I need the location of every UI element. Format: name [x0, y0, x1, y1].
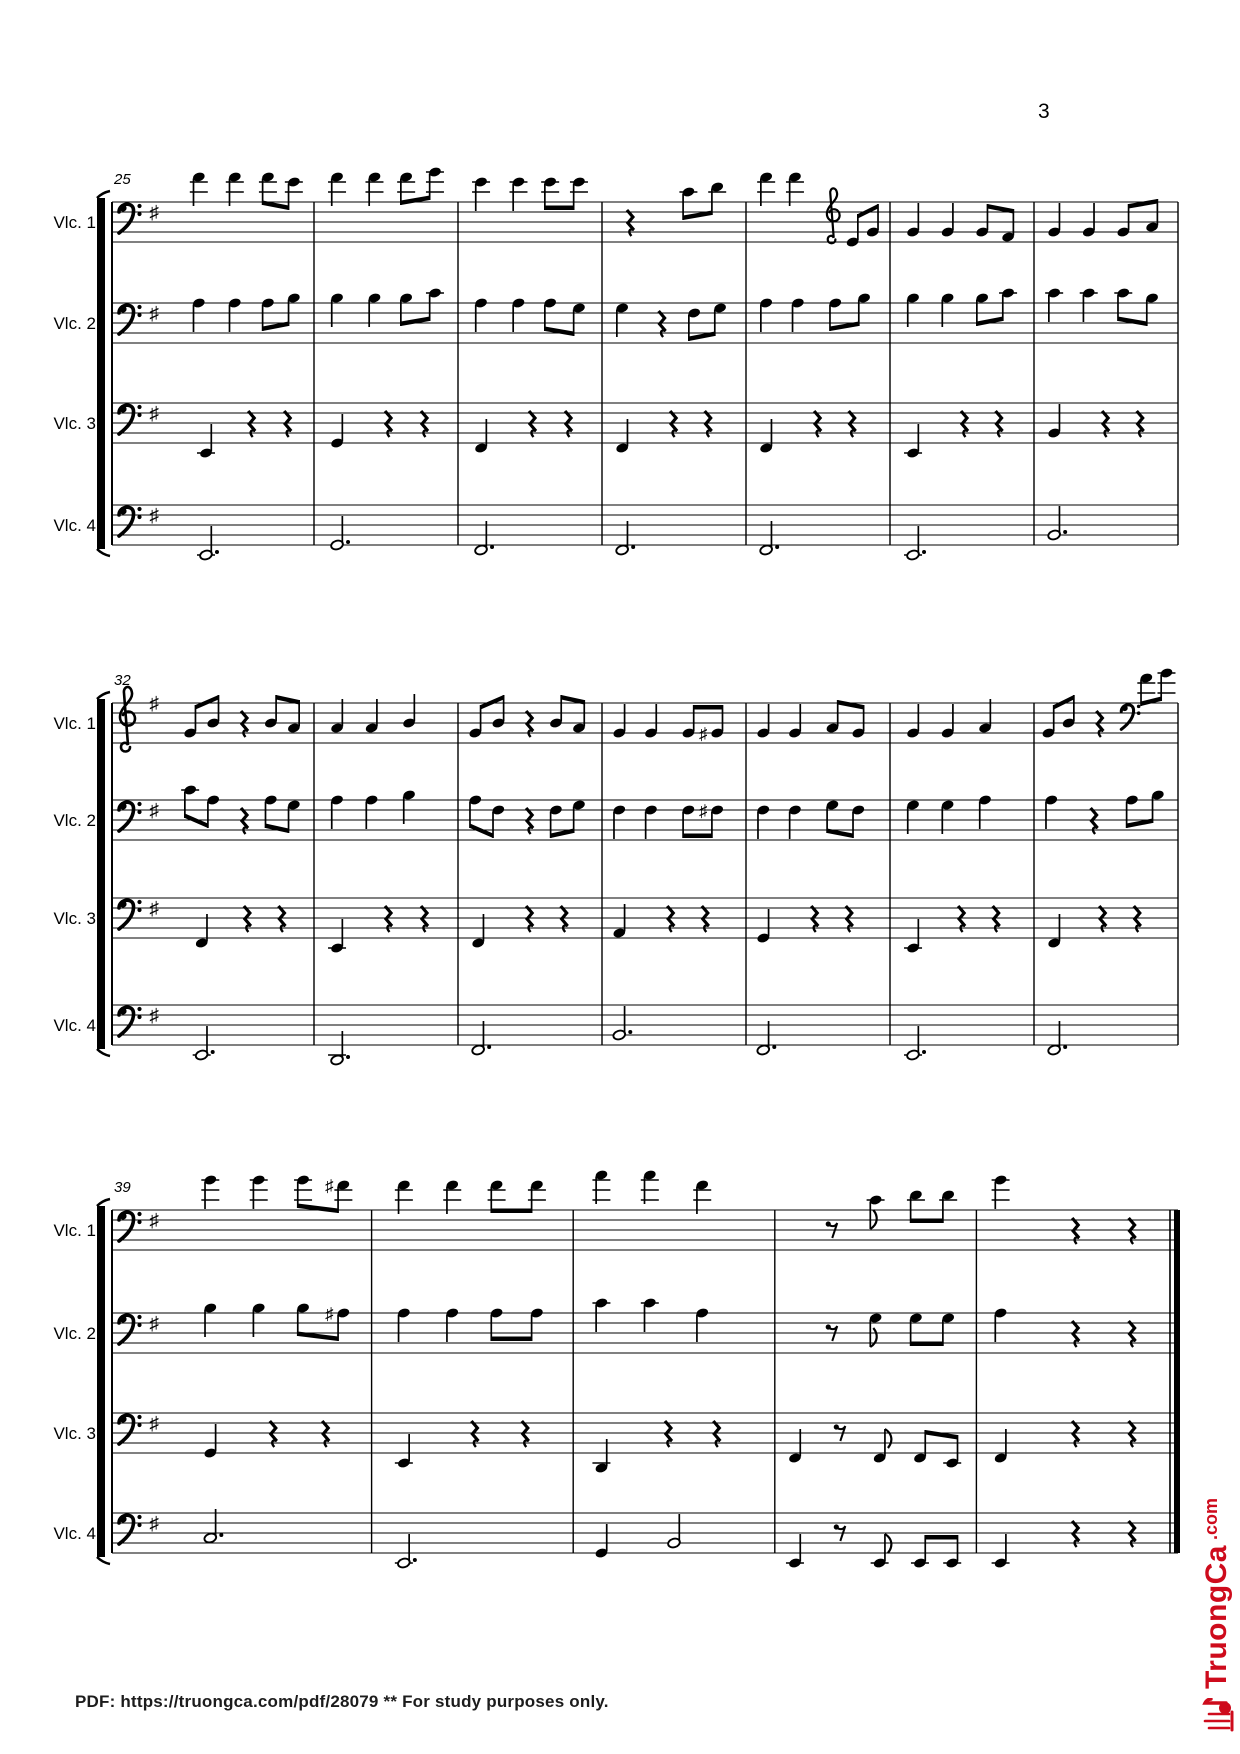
instrument-label: Vlc. 4 [53, 1016, 96, 1035]
instrument-label: Vlc. 1 [53, 213, 96, 232]
measure-number: 25 [114, 171, 131, 188]
instrument-label: Vlc. 3 [53, 909, 96, 928]
instrument-label: Vlc. 3 [53, 1424, 96, 1443]
svg-text:♯: ♯ [325, 1176, 334, 1196]
instrument-label: Vlc. 2 [53, 811, 96, 830]
svg-text:♯: ♯ [325, 1304, 334, 1324]
instrument-label: Vlc. 4 [53, 1524, 96, 1543]
instrument-label: Vlc. 3 [53, 414, 96, 433]
svg-text:♯: ♯ [698, 801, 708, 821]
svg-text:♯: ♯ [149, 1210, 159, 1232]
watermark-domain-suffix: .com [1200, 1497, 1221, 1540]
watermark-name: TruongCa [1200, 1545, 1233, 1689]
instrument-label: Vlc. 1 [53, 1221, 96, 1240]
notation-system-2 [0, 640, 1240, 1080]
svg-text:♯: ♯ [149, 1005, 159, 1027]
svg-text:♯: ♯ [149, 1413, 159, 1435]
svg-text:♯: ♯ [149, 1513, 159, 1535]
watermark [1197, 1432, 1237, 1732]
notation-system-1 [0, 140, 1240, 580]
footer-note: PDF: https://truongca.com/pdf/28079 ** For study purposes only. [75, 1692, 609, 1711]
svg-text:♯: ♯ [149, 202, 159, 224]
measure-number: 32 [114, 672, 131, 689]
svg-text:♯: ♯ [149, 505, 159, 527]
svg-text:♯: ♯ [149, 800, 159, 822]
instrument-label: Vlc. 4 [53, 516, 96, 535]
svg-text:♯: ♯ [149, 693, 159, 715]
svg-text:♯: ♯ [149, 1313, 159, 1335]
truongca-logo-icon [1199, 1698, 1235, 1732]
svg-text:♯: ♯ [149, 303, 159, 325]
svg-text:♯: ♯ [149, 898, 159, 920]
measure-number: 39 [114, 1179, 131, 1196]
instrument-label: Vlc. 2 [53, 1324, 96, 1343]
svg-text:♯: ♯ [698, 724, 708, 744]
notation-system-3 [0, 1145, 1240, 1585]
page-number: 3 [1038, 100, 1050, 123]
instrument-label: Vlc. 2 [53, 314, 96, 333]
instrument-label: Vlc. 1 [53, 714, 96, 733]
svg-text:♯: ♯ [149, 403, 159, 425]
